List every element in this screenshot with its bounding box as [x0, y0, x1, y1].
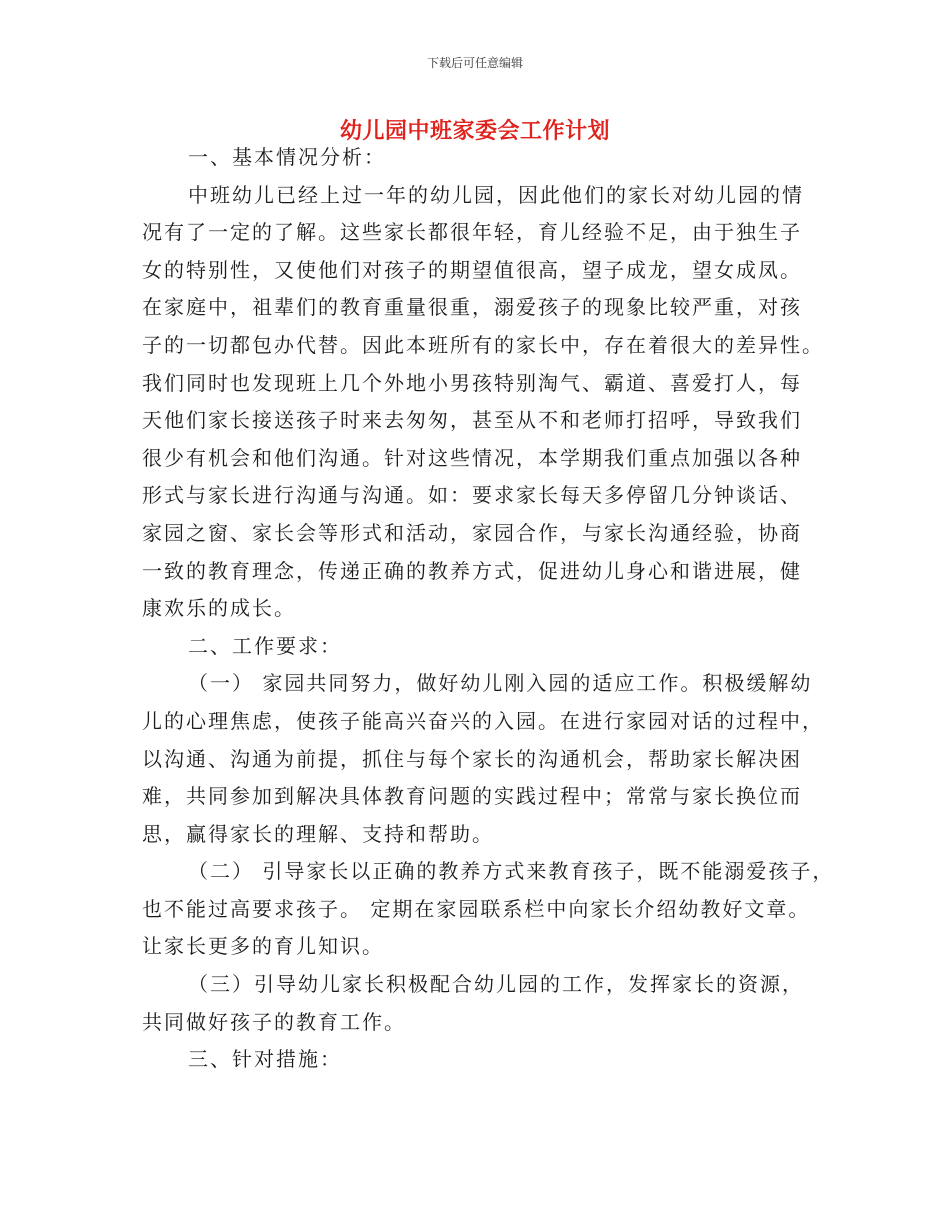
paragraph-line: 形式与家长进行沟通与沟通。如：要求家长每天多停留几分钟谈话、: [142, 483, 802, 508]
paragraph-line: 康欢乐的成长。: [142, 596, 296, 621]
paragraph-line: 子的一切都包办代替。因此本班所有的家长中，存在着很大的差异性。: [142, 332, 824, 357]
paragraph-line: 女的特别性，又使他们对孩子的期望值很高，望子成龙，望女成凤。: [142, 257, 802, 282]
paragraph-line: 在家庭中，祖辈们的教育重量很重，溺爱孩子的现象比较严重，对孩: [142, 295, 802, 320]
paragraph-line: 家园之窗、家长会等形式和活动，家园合作，与家长沟通经验，协商: [142, 520, 802, 545]
section-heading-1: 一、基本情况分析：: [188, 145, 386, 169]
section-heading-3: 三、针对措施：: [188, 1047, 342, 1072]
paragraph-line: 难，共同参加到解决具体教育问题的实践过程中；常常与家长换位而: [142, 784, 802, 809]
paragraph-line: 中班幼儿已经上过一年的幼儿园，因此他们的家长对幼儿园的情: [188, 182, 804, 207]
paragraph-line: （一） 家园共同努力，做好幼儿刚入园的适应工作。积极缓解幼: [188, 671, 813, 696]
section-heading-2: 二、工作要求：: [188, 633, 342, 658]
paragraph-line: 思，赢得家长的理解、支持和帮助。: [142, 821, 494, 846]
paragraph-line: 儿的心理焦虑，使孩子能高兴奋兴的入园。在进行家园对话的过程中，: [142, 708, 824, 733]
paragraph-line: （三）引导幼儿家长积极配合幼儿园的工作，发挥家长的资源，: [188, 972, 804, 997]
paragraph-line: 我们同时也发现班上几个外地小男孩特别淘气、霸道、喜爱打人，每: [142, 370, 802, 395]
paragraph-line: 也不能过高要求孩子。 定期在家园联系栏中向家长介绍幼教好文章。: [142, 896, 811, 921]
paragraph-line: 让家长更多的育儿知识。: [142, 934, 384, 959]
document-title: 幼儿园中班家委会工作计划: [339, 118, 610, 144]
document-body: [142, 139, 835, 1079]
paragraph-line: 天他们家长接送孩子时来去匆匆，甚至从不和老师打招呼，导致我们: [142, 408, 802, 433]
paragraph-line: 很少有机会和他们沟通。针对这些情况，本学期我们重点加强以各种: [142, 445, 802, 470]
paragraph-line: 以沟通、沟通为前提，抓住与每个家长的沟通机会，帮助家长解决困: [142, 746, 802, 771]
paragraph-line: 一致的教育理念，传递正确的教养方式，促进幼儿身心和谐进展，健: [142, 558, 802, 583]
paragraph-line: 况有了一定的了解。这些家长都很年轻，育儿经验不足，由于独生子: [142, 220, 802, 245]
page-header-note: 下载后可任意编辑: [426, 56, 523, 70]
paragraph-line: 共同做好孩子的教育工作。: [142, 1009, 406, 1034]
paragraph-line: （二） 引导家长以正确的教养方式来教育孩子，既不能溺爱孩子，: [188, 859, 835, 884]
